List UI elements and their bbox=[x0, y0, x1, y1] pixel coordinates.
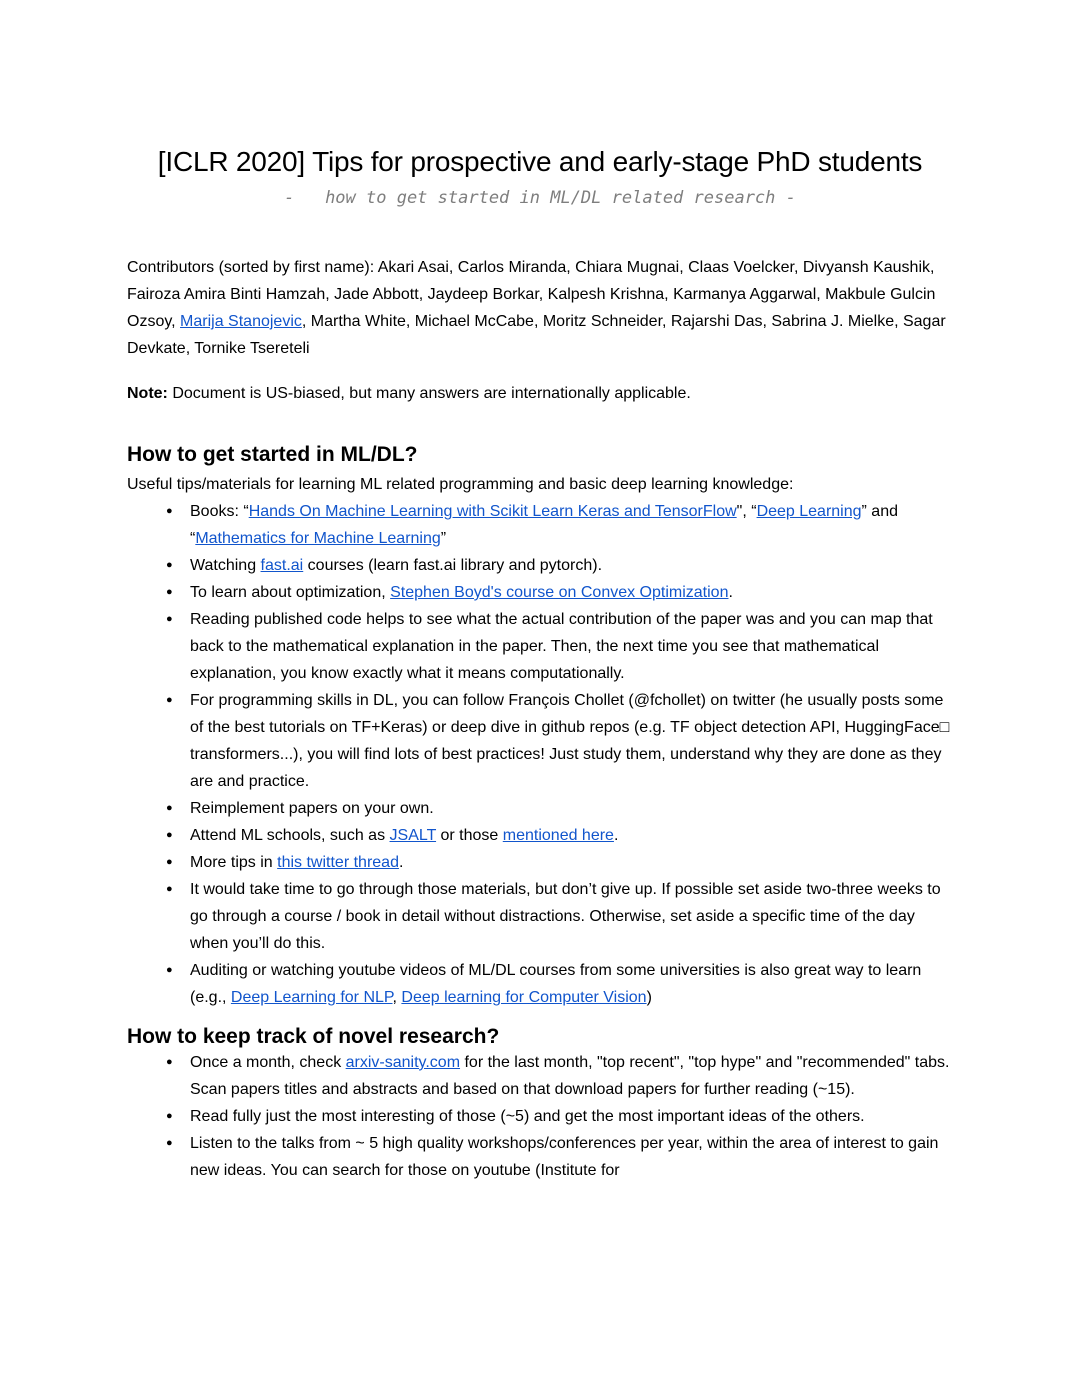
text-run: Document is US-biased, but many answers are internationally applicable. bbox=[167, 385, 691, 402]
text-run: Once a month, check bbox=[190, 1054, 346, 1071]
text-run: . bbox=[613, 827, 619, 844]
doc-link[interactable]: Deep Learning for NLP bbox=[230, 989, 393, 1006]
text-run: Watching bbox=[190, 557, 261, 574]
document-title: [ICLR 2020] Tips for prospective and early-stage PhD students bbox=[157, 146, 923, 177]
list-item bbox=[127, 606, 953, 687]
doc-link[interactable]: Hands On Machine Learning with Scikit Learn Keras and TensorFlow bbox=[248, 503, 737, 520]
doc-link[interactable]: this twitter thread bbox=[277, 854, 399, 871]
text-run: Listen to the talks from ~ 5 high quality workshops/conferences per year, within the area of interest to gain new ideas. You can search for those on youtube (Institute for bbox=[190, 1135, 939, 1179]
text-run: for the last month, "top recent", "top hype" and "recommended" tabs. Scan papers titles and abstracts and based on that download papers for further reading (~15). bbox=[190, 1054, 950, 1098]
text-run: , bbox=[392, 989, 402, 1006]
doc-link[interactable]: Deep Learning bbox=[756, 503, 862, 520]
text-run: Attend ML schools, such as bbox=[190, 827, 390, 844]
document-subtitle: - how to get started in ML/DL related research - bbox=[284, 188, 796, 208]
doc-link[interactable]: Marija Stanojevic bbox=[180, 313, 302, 330]
list-item bbox=[127, 1103, 953, 1130]
list-item bbox=[127, 957, 953, 1011]
contributors-paragraph bbox=[127, 254, 953, 362]
bullet-list-track-research bbox=[127, 1049, 953, 1184]
text-run: , Martha White, Michael McCabe, Moritz Schneider, Rajarshi Das, Sabrina J. Mielke, Sagar Devkate, Tornike Tsereteli bbox=[127, 313, 946, 357]
list-item bbox=[127, 795, 953, 822]
text-run: Books: “ bbox=[190, 503, 249, 520]
list-item bbox=[127, 498, 953, 552]
text-run: Note: bbox=[127, 385, 168, 402]
list-item bbox=[127, 1049, 953, 1103]
text-run: ) bbox=[646, 989, 652, 1006]
text-run: ” bbox=[440, 530, 447, 547]
text-run: Reading published code helps to see what the actual contribution of the paper was and you can map that back to the mathematical explanation in the paper. Then, the next time you see that mathematical explanation, you know exactly what it means computationally. bbox=[190, 611, 933, 682]
list-item bbox=[127, 876, 953, 957]
list-item bbox=[127, 552, 953, 579]
section-heading-track-research: How to keep track of novel research? bbox=[127, 1025, 500, 1048]
doc-link[interactable]: fast.ai bbox=[260, 557, 304, 574]
text-run: courses (learn fast.ai library and pytorch). bbox=[303, 557, 603, 574]
list-item bbox=[127, 1130, 953, 1184]
doc-link[interactable]: mentioned here bbox=[502, 827, 614, 844]
text-run: Contributors (sorted by first name): Akari Asai, Carlos Miranda, Chiara Mugnai, Claas Voelcker, Divyansh Kaushik, Fairoza Amira Binti Hamzah, Jade Abbott, Jaydeep Borkar, Kalpesh Krishna, Karmanya Aggarwal, Makbule Gulcin Ozsoy, bbox=[127, 259, 936, 330]
text-run: Read fully just the most interesting of those (~5) and get the most important ideas of the others. bbox=[190, 1108, 865, 1125]
list-item bbox=[127, 579, 953, 606]
doc-link[interactable]: Mathematics for Machine Learning bbox=[195, 530, 441, 547]
text-run: More tips in bbox=[190, 854, 278, 871]
text-run: . bbox=[728, 584, 733, 601]
text-run: Reimplement papers on your own. bbox=[190, 800, 434, 817]
text-run: . bbox=[398, 854, 404, 871]
list-item bbox=[127, 687, 953, 795]
text-run: ” and “ bbox=[190, 503, 898, 547]
section-heading-getting-started: How to get started in ML/DL? bbox=[127, 443, 418, 466]
text-run: ", “ bbox=[736, 503, 757, 520]
text-run: To learn about optimization, bbox=[190, 584, 391, 601]
section-intro-getting-started: Useful tips/materials for learning ML related programming and basic deep learning knowledge: bbox=[127, 476, 794, 493]
bullet-list-getting-started bbox=[127, 498, 953, 1011]
text-run: or those bbox=[436, 827, 503, 844]
text-run: Auditing or watching youtube videos of ML/DL courses from some universities is also great way to learn (e.g., bbox=[190, 962, 922, 1006]
list-item bbox=[127, 822, 953, 849]
doc-link[interactable]: Stephen Boyd's course on Convex Optimization bbox=[390, 584, 729, 601]
doc-link[interactable]: JSALT bbox=[389, 827, 437, 844]
note-paragraph bbox=[127, 380, 953, 407]
text-run: For programming skills in DL, you can follow François Chollet (@fchollet) on twitter (he usually posts some of the best tutorials on TF+Keras) or deep dive in github repos (e.g. TF object detection API, HuggingFace□ transformers...), you will find lots of best practices! Just study them, understand why they are done as they are and practice. bbox=[190, 692, 950, 790]
doc-link[interactable]: Deep learning for Computer Vision bbox=[401, 989, 647, 1006]
doc-link[interactable]: arxiv-sanity.com bbox=[345, 1054, 461, 1071]
text-run: It would take time to go through those materials, but don’t give up. If possible set aside two-three weeks to go through a course / book in detail without distractions. Otherwise, set aside a specific time of the day when you’ll do this. bbox=[190, 881, 941, 952]
list-item bbox=[127, 849, 953, 876]
